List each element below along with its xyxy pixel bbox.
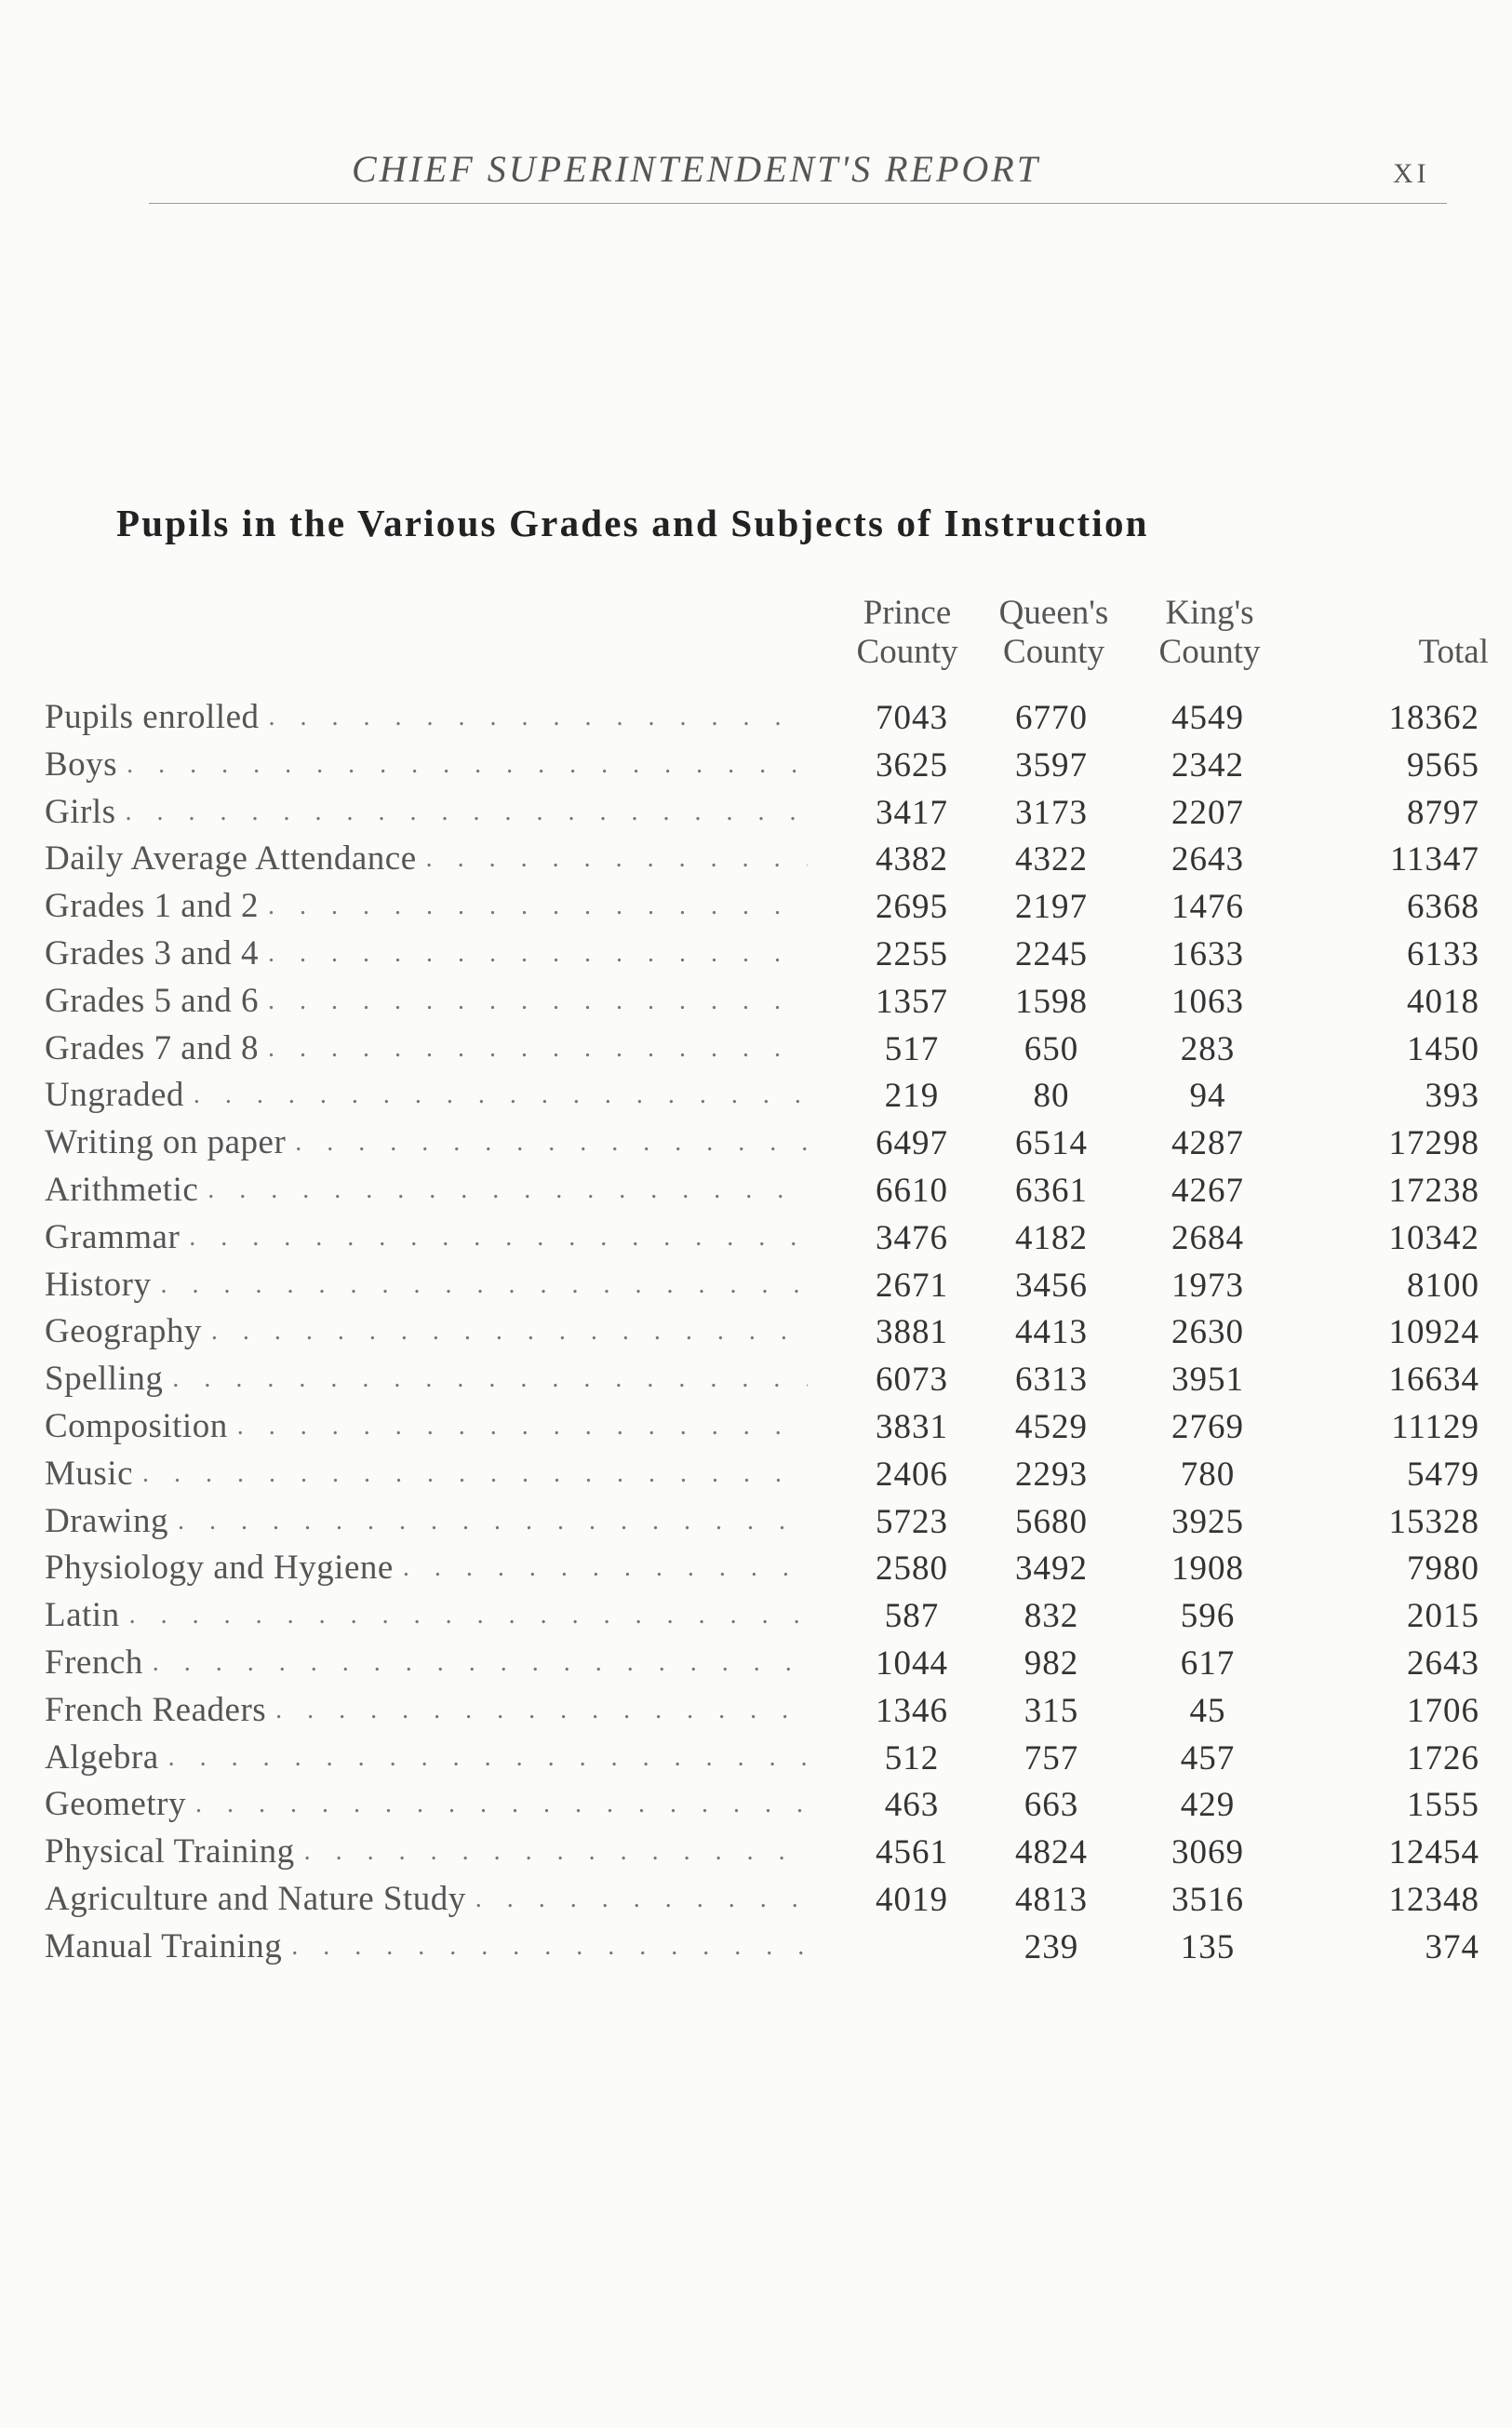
- cell-total: 16634: [1388, 1361, 1479, 1400]
- row-label: Arithmetic: [45, 1170, 199, 1209]
- row-label-container: [45, 1735, 808, 1781]
- cell-queens-county: 982: [1024, 1643, 1079, 1683]
- row-label: Geometry: [45, 1785, 186, 1824]
- table-row: [0, 1545, 1512, 1592]
- cell-queens-county: 6361: [1015, 1171, 1088, 1210]
- leader-dots: [161, 1262, 809, 1308]
- row-label-container: [45, 1592, 808, 1639]
- row-label-container: [45, 1498, 808, 1545]
- table-row: [0, 1451, 1512, 1498]
- row-label: Grades 3 and 4: [45, 933, 259, 973]
- cell-prince-county: 2671: [876, 1266, 948, 1305]
- cell-prince-county: 6073: [876, 1361, 948, 1400]
- leader-dots: [211, 1308, 808, 1355]
- row-label: Grades 5 and 6: [45, 981, 259, 1020]
- leader-dots: [403, 1545, 808, 1591]
- leader-dots: [426, 836, 808, 882]
- column-header-line: Queen's: [998, 594, 1109, 632]
- cell-prince-county: 463: [884, 1786, 940, 1825]
- table-row: [0, 1167, 1512, 1214]
- cell-queens-county: 6313: [1015, 1361, 1088, 1400]
- table-row: [0, 1262, 1512, 1309]
- statistics-table: [0, 694, 1512, 1971]
- cell-queens-county: 3492: [1015, 1549, 1088, 1589]
- cell-total: 10924: [1388, 1313, 1479, 1352]
- row-label-container: [45, 1120, 808, 1166]
- cell-total: 11129: [1391, 1407, 1479, 1446]
- cell-prince-county: 4382: [876, 840, 948, 879]
- leader-dots: [168, 1735, 808, 1781]
- header-rule: [149, 203, 1447, 204]
- table-row: [0, 1308, 1512, 1356]
- table-row: [0, 1781, 1512, 1829]
- cell-total: 4018: [1407, 982, 1479, 1021]
- row-label: Girls: [45, 792, 116, 831]
- cell-total: 7980: [1407, 1549, 1479, 1589]
- cell-kings-county: 4549: [1171, 699, 1244, 737]
- column-header-line: Total: [1418, 633, 1489, 671]
- table-row: [0, 1687, 1512, 1735]
- cell-total: 6368: [1407, 888, 1479, 927]
- row-label: Geography: [45, 1312, 202, 1351]
- cell-kings-county: 135: [1180, 1927, 1236, 1966]
- cell-kings-county: 617: [1180, 1643, 1236, 1683]
- cell-kings-county: 429: [1180, 1786, 1236, 1825]
- column-header-line: Prince: [863, 594, 952, 632]
- column-header-line: King's: [1165, 594, 1254, 632]
- row-label-container: [45, 1924, 808, 1970]
- leader-dots: [195, 1781, 808, 1828]
- cell-prince-county: 3417: [876, 793, 948, 832]
- cell-total: 12348: [1388, 1880, 1479, 1919]
- cell-kings-county: 2342: [1171, 745, 1244, 785]
- row-label-container: [45, 789, 808, 836]
- cell-total: 17298: [1388, 1124, 1479, 1163]
- cell-total: 1555: [1407, 1786, 1479, 1825]
- cell-queens-county: 832: [1024, 1597, 1079, 1636]
- cell-queens-county: 663: [1024, 1786, 1079, 1825]
- row-label: Latin: [45, 1596, 120, 1635]
- leader-dots: [268, 883, 808, 930]
- row-label-container: [45, 742, 808, 788]
- cell-kings-county: 3069: [1171, 1833, 1244, 1872]
- row-label-container: [45, 978, 808, 1025]
- cell-queens-county: 2245: [1015, 934, 1088, 973]
- row-label-container: [45, 1781, 808, 1828]
- table-row: [0, 1829, 1512, 1876]
- row-label: Grades 1 and 2: [45, 887, 259, 926]
- cell-queens-county: 4529: [1015, 1407, 1088, 1446]
- cell-total: 5479: [1407, 1455, 1479, 1494]
- row-label-container: [45, 1214, 808, 1261]
- row-label: Manual Training: [45, 1926, 283, 1965]
- row-label-container: [45, 1403, 808, 1450]
- cell-kings-county: 1063: [1171, 982, 1244, 1021]
- table-row: [0, 1924, 1512, 1971]
- leader-dots: [475, 1876, 808, 1923]
- row-label: Agriculture and Nature Study: [45, 1879, 466, 1918]
- cell-queens-county: 6514: [1015, 1124, 1088, 1163]
- leader-dots: [142, 1451, 808, 1497]
- cell-total: 393: [1425, 1077, 1479, 1116]
- cell-total: 9565: [1407, 745, 1479, 785]
- table-row: [0, 1735, 1512, 1782]
- table-row: [0, 694, 1512, 742]
- leader-dots: [189, 1214, 808, 1261]
- table-row: [0, 1120, 1512, 1167]
- leader-dots: [172, 1356, 808, 1402]
- cell-prince-county: 2406: [876, 1455, 948, 1494]
- column-header-prince: [828, 594, 986, 672]
- table-row: [0, 1214, 1512, 1262]
- cell-total: 8100: [1407, 1266, 1479, 1305]
- row-label: Composition: [45, 1406, 228, 1445]
- cell-queens-county: 4813: [1015, 1880, 1088, 1919]
- cell-queens-county: 315: [1024, 1691, 1079, 1730]
- cell-kings-county: 283: [1180, 1029, 1236, 1068]
- cell-prince-county: 1357: [876, 982, 948, 1021]
- row-label-container: [45, 883, 808, 930]
- cell-prince-county: 2695: [876, 888, 948, 927]
- cell-kings-county: 2207: [1171, 793, 1244, 832]
- cell-total: 12454: [1388, 1833, 1479, 1872]
- column-header-kings: [1131, 594, 1289, 672]
- cell-prince-county: 3476: [876, 1218, 948, 1257]
- row-label-container: [45, 1876, 808, 1923]
- cell-queens-county: 2293: [1015, 1455, 1088, 1494]
- cell-queens-county: 4322: [1015, 840, 1088, 879]
- column-header-line: County: [856, 633, 958, 671]
- cell-total: 2015: [1407, 1597, 1479, 1636]
- cell-kings-county: 45: [1189, 1691, 1226, 1730]
- row-label: Spelling: [45, 1360, 164, 1399]
- leader-dots: [178, 1498, 808, 1545]
- table-row: [0, 978, 1512, 1026]
- row-label: Daily Average Attendance: [45, 839, 417, 879]
- cell-prince-county: 6497: [876, 1124, 948, 1163]
- cell-kings-county: 1633: [1171, 934, 1244, 973]
- cell-kings-county: 1476: [1171, 888, 1244, 927]
- cell-prince-county: 587: [884, 1597, 940, 1636]
- table-row: [0, 1640, 1512, 1687]
- table-row: [0, 1876, 1512, 1924]
- leader-dots: [127, 742, 808, 788]
- cell-kings-county: 596: [1180, 1597, 1236, 1636]
- cell-kings-county: 3925: [1171, 1502, 1244, 1541]
- row-label: Drawing: [45, 1501, 168, 1540]
- cell-queens-county: 2197: [1015, 888, 1088, 927]
- row-label-container: [45, 931, 808, 977]
- cell-queens-county: 239: [1024, 1927, 1079, 1966]
- cell-prince-county: 3625: [876, 745, 948, 785]
- row-label: Grades 7 and 8: [45, 1028, 259, 1067]
- cell-total: 2643: [1407, 1643, 1479, 1683]
- cell-queens-county: 6770: [1015, 699, 1088, 737]
- table-row: [0, 1403, 1512, 1451]
- row-label-container: [45, 1829, 808, 1875]
- leader-dots: [269, 694, 808, 741]
- cell-prince-county: 7043: [876, 699, 948, 737]
- cell-prince-county: 2580: [876, 1549, 948, 1589]
- cell-prince-county: 219: [884, 1077, 940, 1116]
- cell-kings-county: 4287: [1171, 1124, 1244, 1163]
- row-label: Grammar: [45, 1217, 181, 1256]
- cell-total: 374: [1425, 1927, 1479, 1966]
- row-label: History: [45, 1265, 152, 1304]
- cell-prince-county: 5723: [876, 1502, 948, 1541]
- cell-queens-county: 757: [1024, 1738, 1079, 1777]
- cell-prince-county: 3881: [876, 1313, 948, 1352]
- table-row: [0, 1498, 1512, 1546]
- row-label-container: [45, 1640, 808, 1686]
- cell-total: 15328: [1388, 1502, 1479, 1541]
- leader-dots: [129, 1592, 808, 1639]
- cell-prince-county: 3831: [876, 1407, 948, 1446]
- leader-dots: [275, 1687, 808, 1734]
- row-label-container: [45, 1072, 808, 1119]
- leader-dots: [194, 1072, 808, 1119]
- row-label-container: [45, 1545, 808, 1591]
- cell-total: 1450: [1407, 1029, 1479, 1068]
- cell-queens-county: 80: [1033, 1077, 1070, 1116]
- row-label: Writing on paper: [45, 1123, 287, 1162]
- cell-kings-county: 780: [1180, 1455, 1236, 1494]
- cell-prince-county: 517: [884, 1029, 940, 1068]
- row-label-container: [45, 1451, 808, 1497]
- cell-queens-county: 3597: [1015, 745, 1088, 785]
- cell-prince-county: 6610: [876, 1171, 948, 1210]
- cell-queens-county: 650: [1024, 1029, 1079, 1068]
- cell-total: 11347: [1389, 840, 1479, 879]
- table-row: [0, 931, 1512, 978]
- cell-prince-county: 512: [884, 1738, 940, 1777]
- table-row: [0, 836, 1512, 883]
- cell-kings-county: 2643: [1171, 840, 1244, 879]
- cell-kings-county: 1908: [1171, 1549, 1244, 1589]
- row-label-container: [45, 1026, 808, 1072]
- leader-dots: [207, 1167, 808, 1214]
- cell-prince-county: 4561: [876, 1833, 948, 1872]
- cell-total: 17238: [1388, 1171, 1479, 1210]
- leader-dots: [268, 931, 808, 977]
- table-row: [0, 742, 1512, 789]
- leader-dots: [268, 978, 808, 1025]
- cell-kings-county: 2769: [1171, 1407, 1244, 1446]
- row-label: French: [45, 1643, 143, 1682]
- row-label: Ungraded: [45, 1076, 184, 1115]
- row-label: Boys: [45, 744, 118, 784]
- column-header-total: [1331, 594, 1489, 672]
- cell-queens-county: 4413: [1015, 1313, 1088, 1352]
- column-header-queens: [972, 594, 1135, 672]
- leader-dots: [268, 1026, 808, 1072]
- table-row: [0, 1356, 1512, 1403]
- row-label: Physiology and Hygiene: [45, 1549, 394, 1588]
- leader-dots: [126, 789, 809, 836]
- table-title: Pupils in the Various Grades and Subjects of Instruction: [116, 502, 1149, 544]
- row-label-container: [45, 836, 808, 882]
- table-row: [0, 789, 1512, 837]
- cell-kings-county: 3951: [1171, 1361, 1244, 1400]
- table-row: [0, 883, 1512, 931]
- cell-prince-county: 4019: [876, 1880, 948, 1919]
- row-label: Physical Training: [45, 1832, 295, 1871]
- cell-prince-county: 1044: [876, 1643, 948, 1683]
- row-label-container: [45, 694, 808, 741]
- cell-total: 6133: [1407, 934, 1479, 973]
- cell-queens-county: 5680: [1015, 1502, 1088, 1541]
- table-row: [0, 1592, 1512, 1640]
- cell-prince-county: 1346: [876, 1691, 948, 1730]
- cell-kings-county: 457: [1180, 1738, 1236, 1777]
- cell-prince-county: 2255: [876, 934, 948, 973]
- leader-dots: [237, 1403, 808, 1450]
- row-label: French Readers: [45, 1690, 267, 1729]
- cell-queens-county: 4824: [1015, 1833, 1088, 1872]
- running-head: CHIEF SUPERINTENDENT'S REPORT: [352, 148, 1040, 190]
- leader-dots: [304, 1829, 808, 1875]
- row-label-container: [45, 1262, 808, 1308]
- cell-queens-county: 3456: [1015, 1266, 1088, 1305]
- cell-total: 18362: [1388, 699, 1479, 737]
- row-label-container: [45, 1356, 808, 1402]
- cell-kings-county: 2684: [1171, 1218, 1244, 1257]
- row-label-container: [45, 1687, 808, 1734]
- table-row: [0, 1072, 1512, 1120]
- column-header-line: County: [1158, 633, 1261, 671]
- cell-total: 10342: [1388, 1218, 1479, 1257]
- cell-kings-county: 2630: [1171, 1313, 1244, 1352]
- table-row: [0, 1026, 1512, 1073]
- row-label-container: [45, 1308, 808, 1355]
- cell-total: 8797: [1407, 793, 1479, 832]
- cell-kings-county: 4267: [1171, 1171, 1244, 1210]
- cell-total: 1706: [1407, 1691, 1479, 1730]
- column-header-line: [1331, 594, 1489, 633]
- leader-dots: [153, 1640, 808, 1686]
- cell-queens-county: 3173: [1015, 793, 1088, 832]
- cell-kings-county: 94: [1189, 1077, 1226, 1116]
- leader-dots: [291, 1924, 808, 1970]
- cell-total: 1726: [1407, 1738, 1479, 1777]
- leader-dots: [295, 1120, 808, 1166]
- row-label: Pupils enrolled: [45, 698, 260, 736]
- cell-kings-county: 3516: [1171, 1880, 1244, 1919]
- cell-kings-county: 1973: [1171, 1266, 1244, 1305]
- cell-queens-county: 1598: [1015, 982, 1088, 1021]
- row-label: Music: [45, 1454, 133, 1493]
- row-label: Algebra: [45, 1737, 159, 1777]
- column-header-line: County: [1003, 633, 1104, 671]
- page-number: XI: [1393, 158, 1430, 189]
- row-label-container: [45, 1167, 808, 1214]
- cell-queens-county: 4182: [1015, 1218, 1088, 1257]
